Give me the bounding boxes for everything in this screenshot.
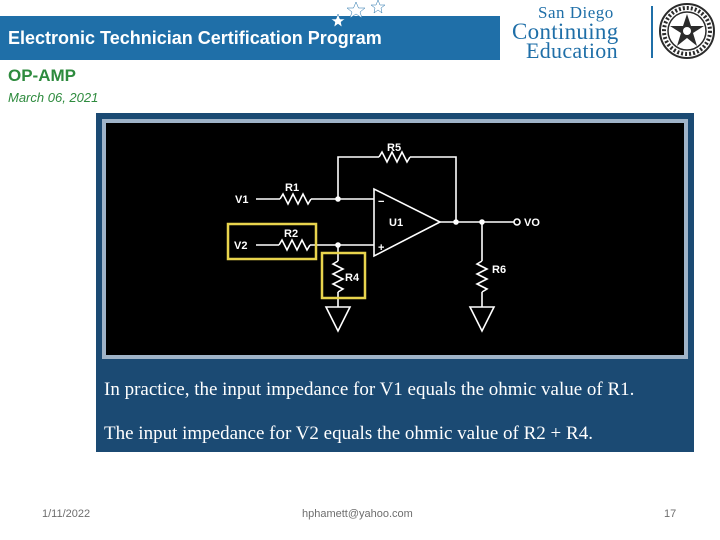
slide-date: March 06, 2021 <box>8 90 99 105</box>
college-seal-icon <box>658 2 716 60</box>
r1-label: R1 <box>285 182 300 194</box>
slide-title: OP-AMP <box>8 66 76 85</box>
program-title: Electronic Technician Certification Program <box>8 28 382 48</box>
logo-divider <box>651 6 653 58</box>
r2-label: R2 <box>284 228 299 240</box>
vo-label: VO <box>524 217 540 229</box>
ground-symbol-r6 <box>470 307 494 331</box>
caption-line-2: The input impedance for V2 equals the ohmic value of R2 + R4. <box>104 423 593 444</box>
r5-label: R5 <box>387 142 402 154</box>
schematic-frame <box>102 119 688 359</box>
feedback-return-wire <box>410 157 456 222</box>
opamp-schematic <box>106 123 684 355</box>
logo-line-2: Continuing <box>512 19 619 44</box>
v2-label: V2 <box>234 240 248 252</box>
plus-label: + <box>378 242 385 254</box>
logo-line-1: San Diego <box>538 3 614 22</box>
opamp-figure <box>96 113 694 452</box>
r6-label: R6 <box>492 264 507 276</box>
v1-label: V1 <box>235 194 249 206</box>
r6-resistor <box>477 261 487 292</box>
stars-icon <box>330 0 410 28</box>
r2-resistor <box>279 240 310 250</box>
output-terminal <box>514 219 520 225</box>
logo-line-3: Education <box>526 38 618 63</box>
page-number: 17 <box>664 508 677 520</box>
feedback-wire <box>338 157 379 199</box>
u1-label: U1 <box>389 217 404 229</box>
ground-symbol-r4 <box>326 307 350 331</box>
college-logo <box>512 2 647 63</box>
r1-resistor <box>280 194 311 204</box>
header <box>0 0 720 63</box>
r4-resistor <box>333 261 343 292</box>
footer-email: hphamett@yahoo.com <box>302 508 413 520</box>
minus-label: − <box>378 196 385 208</box>
r4-label: R4 <box>345 272 360 284</box>
caption-line-1: In practice, the input impedance for V1 equals the ohmic value of R1. <box>104 379 635 400</box>
footer-date: 1/11/2022 <box>42 508 91 520</box>
